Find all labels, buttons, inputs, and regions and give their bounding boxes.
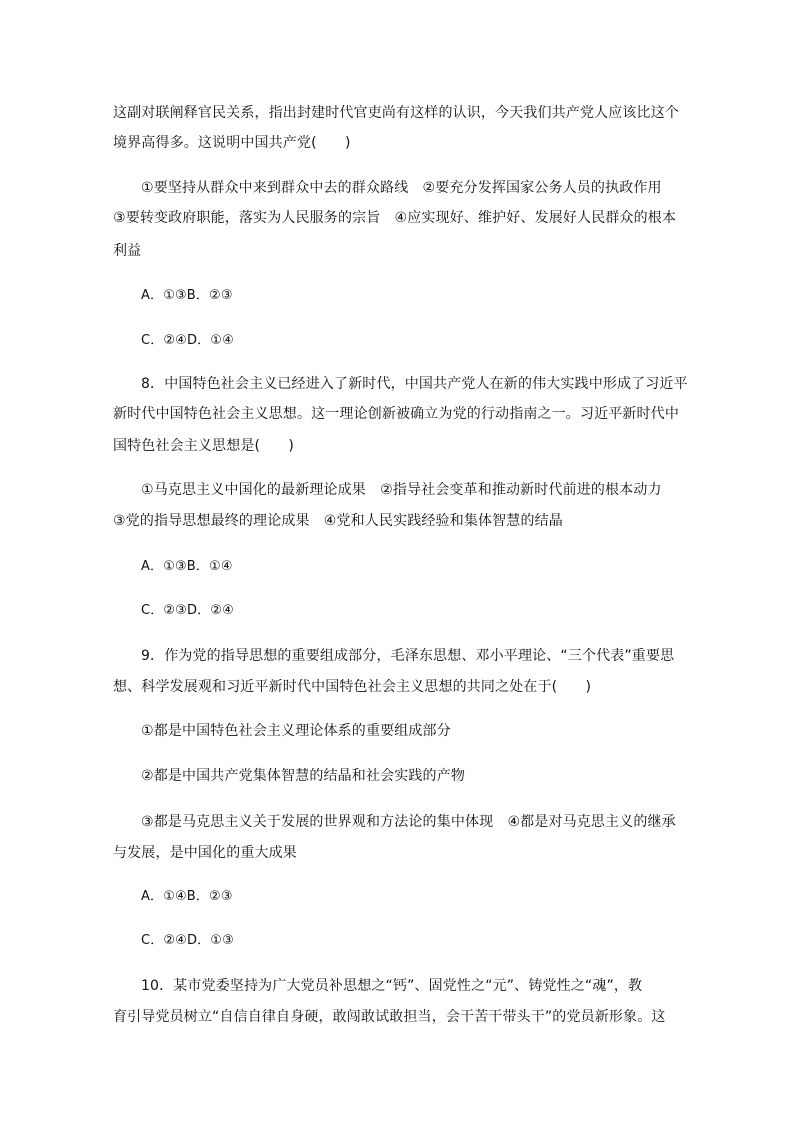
q7-stem-line-1: 这副对联阐释官民关系，指出封建时代官吏尚有这样的认识，今天我们共产党人应该比这个	[113, 105, 679, 121]
q10-stem-line-1: 10．某市党委坚持为广大党员补思想之“钙”、固党性之“元”、铸党性之“魂”，教	[141, 978, 643, 994]
q7-item-line-1: ①要坚持从群众中来到群众中去的群众路线 ②要充分发挥国家公务人员的执政作用	[141, 180, 662, 196]
q8-option-ab: A．①③B．①④	[141, 559, 233, 574]
q9-stem-line-1: 9．作为党的指导思想的重要组成部分，毛泽东思想、邓小平理论、“三个代表”重要思	[141, 648, 675, 664]
q9-stem-line-2: 想、科学发展观和习近平新时代中国特色社会主义思想的共同之处在于( )	[113, 679, 592, 695]
q9-item-1: ①都是中国特色社会主义理论体系的重要组成部分	[141, 723, 451, 739]
q9-option-ab: A．①④B．②③	[141, 889, 233, 904]
q8-stem-line-3: 国特色社会主义思想是( )	[113, 438, 295, 454]
q8-stem-line-1: 8．中国特色社会主义已经进入了新时代，中国共产党人在新的伟大实践中形成了习近平	[141, 376, 688, 392]
q7-stem-line-2: 境界高得多。这说明中国共产党( )	[113, 135, 351, 151]
q9-option-cd: C．②④D．①③	[141, 933, 234, 948]
q10-stem-line-2: 育引导党员树立“自信自律自身硬，敢闯敢试敢担当，会干苦干带头干”的党员新形象。这	[113, 1009, 666, 1025]
q8-item-line-1: ①马克思主义中国化的最新理论成果 ②指导社会变革和推动新时代前进的根本动力	[141, 482, 662, 498]
q8-stem-line-2: 新时代中国特色社会主义思想。这一理论创新被确立为党的行动指南之一。习近平新时代中	[113, 406, 679, 422]
q9-item-2: ②都是中国共产党集体智慧的结晶和社会实践的产物	[141, 768, 465, 784]
q7-option-cd: C．②④D．①④	[141, 333, 234, 348]
q8-item-line-2: ③党的指导思想最终的理论成果 ④党和人民实践经验和集体智慧的结晶	[113, 513, 563, 529]
q7-option-ab: A．①③B．②③	[141, 288, 233, 303]
q9-item34-line-1: ③都是马克思主义关于发展的世界观和方法论的集中体现 ④都是对马克思主义的继承	[141, 814, 676, 830]
q9-item34-line-2: 与发展，是中国化的重大成果	[113, 845, 297, 861]
q8-option-cd: C．②③D．②④	[141, 603, 234, 618]
q7-item-line-3: 利益	[113, 243, 142, 259]
q7-item-line-2: ③要转变政府职能，落实为人民服务的宗旨 ④应实现好、维护好、发展好人民群众的根本	[113, 210, 677, 226]
